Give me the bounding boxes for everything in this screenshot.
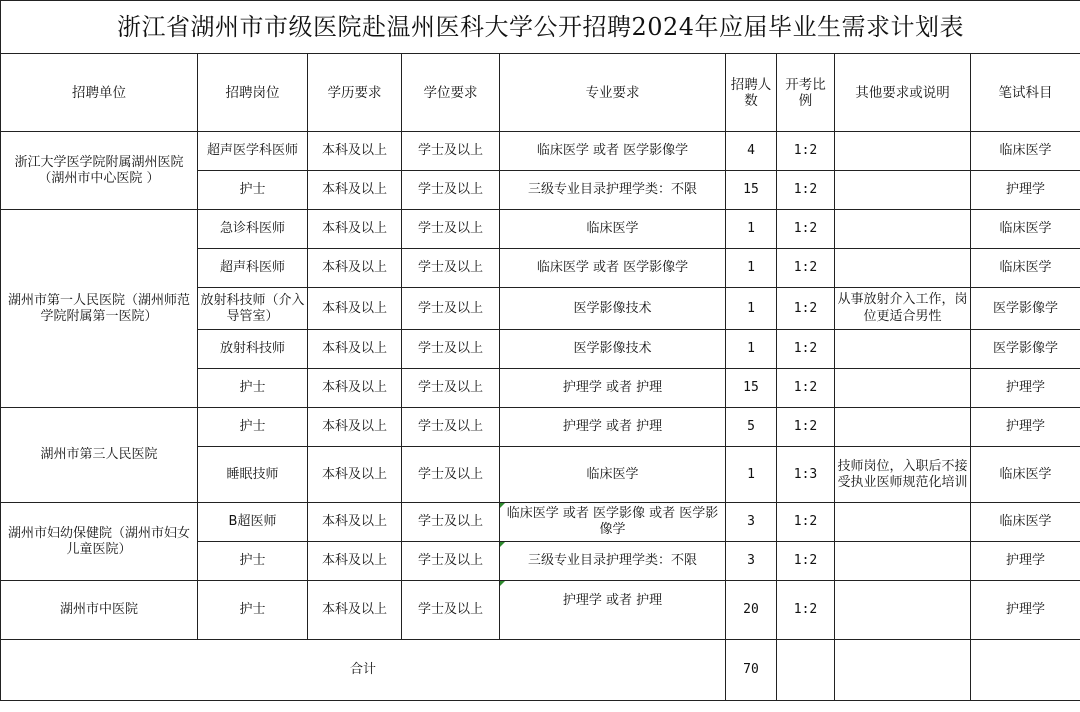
major-cell: 三级专业目录护理学类：不限 [500, 542, 726, 581]
education-cell: 本科及以上 [308, 330, 402, 369]
degree-cell: 学士及以上 [402, 288, 500, 330]
position-cell: 护士 [198, 171, 308, 210]
exam-cell: 护理学 [971, 369, 1080, 408]
exam-cell: 护理学 [971, 171, 1080, 210]
major-cell: 医学影像技术 [500, 330, 726, 369]
degree-cell: 学士及以上 [402, 408, 500, 447]
table-row [1, 581, 1080, 640]
exam-cell: 护理学 [971, 408, 1080, 447]
ratio-cell: 1:2 [777, 171, 835, 210]
exam-cell: 临床医学 [971, 503, 1080, 542]
total-empty-cell [777, 640, 835, 701]
ratio-cell: 1:2 [777, 132, 835, 171]
education-cell: 本科及以上 [308, 408, 402, 447]
other-cell [835, 542, 971, 581]
major-cell: 临床医学 或者 医学影像 或者 医学影像学 [500, 503, 726, 542]
ratio-cell: 1:2 [777, 330, 835, 369]
position-cell: 护士 [198, 408, 308, 447]
count-cell: 5 [726, 408, 777, 447]
position-cell: 护士 [198, 369, 308, 408]
count-cell: 3 [726, 542, 777, 581]
ratio-cell: 1:2 [777, 408, 835, 447]
other-cell [835, 171, 971, 210]
count-cell: 1 [726, 210, 777, 249]
position-cell: 护士 [198, 581, 308, 640]
other-cell [835, 288, 971, 330]
other-cell [835, 249, 971, 288]
degree-cell: 学士及以上 [402, 369, 500, 408]
table-row [1, 408, 1080, 447]
count-cell: 1 [726, 249, 777, 288]
position-cell: B超医师 [198, 503, 308, 542]
degree-cell: 学士及以上 [402, 542, 500, 581]
exam-cell: 临床医学 [971, 210, 1080, 249]
degree-cell: 学士及以上 [402, 171, 500, 210]
unit-cell: 浙江大学医学院附属湖州医院（湖州市中心医院 ） [1, 132, 198, 210]
exam-cell: 护理学 [971, 542, 1080, 581]
education-cell: 本科及以上 [308, 447, 402, 503]
education-cell: 本科及以上 [308, 210, 402, 249]
header-exam: 笔试科目 [971, 54, 1080, 132]
major-cell: 医学影像技术 [500, 288, 726, 330]
other-cell [835, 408, 971, 447]
education-cell: 本科及以上 [308, 503, 402, 542]
major-cell: 护理学 或者 护理 [500, 581, 726, 640]
position-cell: 急诊科医师 [198, 210, 308, 249]
count-cell: 20 [726, 581, 777, 640]
table-title: 浙江省湖州市市级医院赴温州医科大学公开招聘2024年应届毕业生需求计划表 [1, 1, 1080, 54]
ratio-cell: 1:2 [777, 249, 835, 288]
header-unit: 招聘单位 [1, 54, 198, 132]
header-degree: 学位要求 [402, 54, 500, 132]
count-cell: 1 [726, 447, 777, 503]
unit-cell: 湖州市中医院 [1, 581, 198, 640]
education-cell: 本科及以上 [308, 288, 402, 330]
education-cell: 本科及以上 [308, 542, 402, 581]
position-cell: 放射科技师 [198, 330, 308, 369]
position-cell: 超声医学科医师 [198, 132, 308, 171]
major-cell: 护理学 或者 护理 [500, 408, 726, 447]
ratio-cell: 1:2 [777, 288, 835, 330]
degree-cell: 学士及以上 [402, 503, 500, 542]
exam-cell: 护理学 [971, 581, 1080, 640]
header-major: 专业要求 [500, 54, 726, 132]
degree-cell: 学士及以上 [402, 210, 500, 249]
other-cell [835, 210, 971, 249]
exam-cell: 医学影像学 [971, 330, 1080, 369]
education-cell: 本科及以上 [308, 249, 402, 288]
education-cell: 本科及以上 [308, 369, 402, 408]
total-row [1, 640, 1080, 701]
major-cell: 三级专业目录护理学类：不限 [500, 171, 726, 210]
degree-cell: 学士及以上 [402, 330, 500, 369]
count-cell: 4 [726, 132, 777, 171]
degree-cell: 学士及以上 [402, 447, 500, 503]
total-empty-cell [835, 640, 971, 701]
major-cell: 临床医学 [500, 447, 726, 503]
exam-cell: 临床医学 [971, 447, 1080, 503]
other-note: 从事放射介入工作，岗位更适合男性 [837, 291, 968, 324]
ratio-cell: 1:3 [777, 447, 835, 503]
exam-cell: 医学影像学 [971, 288, 1080, 330]
header-position: 招聘岗位 [198, 54, 308, 132]
header-ratio: 开考比例 [777, 54, 835, 132]
position-cell: 超声科医师 [198, 249, 308, 288]
table-row [1, 503, 1080, 542]
unit-cell: 湖州市妇幼保健院（湖州市妇女儿童医院） [1, 503, 198, 581]
position-cell: 睡眠技师 [198, 447, 308, 503]
header-other: 其他要求或说明 [835, 54, 971, 132]
ratio-cell: 1:2 [777, 369, 835, 408]
other-cell [835, 132, 971, 171]
count-cell: 3 [726, 503, 777, 542]
major-cell: 临床医学 或者 医学影像学 [500, 249, 726, 288]
position-cell: 放射科技师（介入导管室） [198, 288, 308, 330]
ratio-cell: 1:2 [777, 210, 835, 249]
total-count: 70 [726, 640, 777, 701]
major-cell: 护理学 或者 护理 [500, 369, 726, 408]
position-cell: 护士 [198, 542, 308, 581]
unit-cell: 湖州市第一人民医院（湖州师范学院附属第一医院） [1, 210, 198, 408]
total-empty-cell [971, 640, 1080, 701]
degree-cell: 学士及以上 [402, 581, 500, 640]
header-education: 学历要求 [308, 54, 402, 132]
total-label: 合计 [1, 640, 726, 701]
degree-cell: 学士及以上 [402, 249, 500, 288]
other-cell [835, 330, 971, 369]
education-cell: 本科及以上 [308, 132, 402, 171]
other-cell [835, 503, 971, 542]
table-row [1, 210, 1080, 249]
exam-cell: 临床医学 [971, 132, 1080, 171]
table-row [1, 132, 1080, 171]
major-cell: 临床医学 [500, 210, 726, 249]
count-cell: 1 [726, 330, 777, 369]
other-cell [835, 369, 971, 408]
exam-cell: 临床医学 [971, 249, 1080, 288]
ratio-cell: 1:2 [777, 503, 835, 542]
header-count: 招聘人数 [726, 54, 777, 132]
degree-cell: 学士及以上 [402, 132, 500, 171]
unit-cell: 湖州市第三人民医院 [1, 408, 198, 503]
ratio-cell: 1:2 [777, 581, 835, 640]
count-cell: 15 [726, 369, 777, 408]
other-cell: 技师岗位，入职后不接受执业医师规范化培训 [835, 447, 971, 503]
other-cell [835, 581, 971, 640]
major-cell: 临床医学 或者 医学影像学 [500, 132, 726, 171]
count-cell: 1 [726, 288, 777, 330]
education-cell: 本科及以上 [308, 581, 402, 640]
education-cell: 本科及以上 [308, 171, 402, 210]
count-cell: 15 [726, 171, 777, 210]
header-row [1, 54, 1080, 132]
ratio-cell: 1:2 [777, 542, 835, 581]
